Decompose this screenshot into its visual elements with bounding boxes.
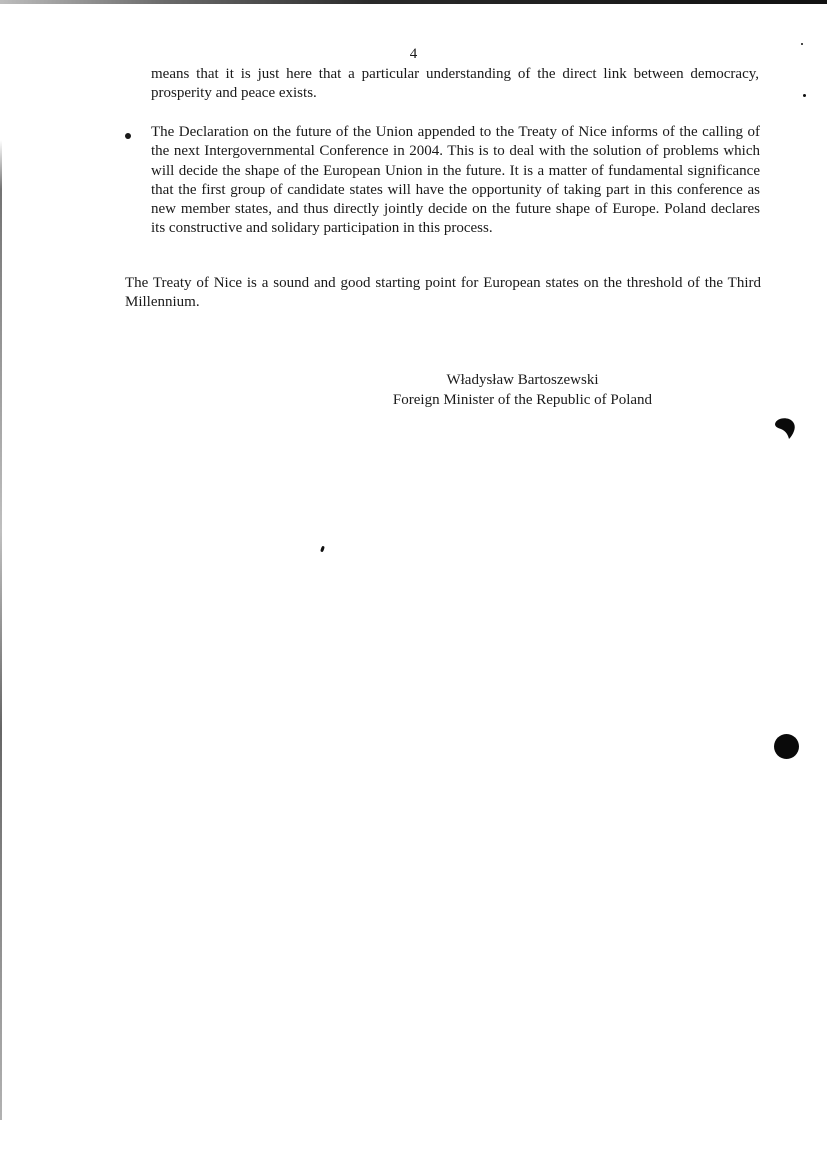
scan-left-edge [0,140,2,1120]
scan-speck-icon [803,94,806,97]
continuation-paragraph: means that it is just here that a particular understanding of the direct link between democracy, prosperity and peace exists. [151,66,759,102]
scan-top-border [0,0,827,4]
bullet-icon [125,133,131,139]
signatory-name: Władysław Bartoszewski [446,372,599,388]
signatory-title: Foreign Minister of the Republic of Poland [392,391,653,408]
scan-speck-icon [801,43,803,45]
page-number: 4 [409,46,418,62]
punch-hole-icon [774,734,799,759]
bullet-paragraph: The Declaration on the future of the Union appended to the Treaty of Nice informs of the calling of the next Intergovernmental Conference in 2004. This is to deal with the solution of problems which will decide the shape of the European Union in the future. It is a matter of fundamental significance that the first group of candidate states will have the opportunity of taking part in this conference as new member states, and thus directly jointly decide on the future shape of Europe. Poland declares its constructive and solidary participation in this process. [151,124,760,237]
signature-block [350,371,695,410]
punch-hole-icon [772,416,796,440]
closing-paragraph: The Treaty of Nice is a sound and good starting point for European states on the threshold of the Third Millennium. [125,275,761,311]
scan-speck-icon [320,546,325,553]
